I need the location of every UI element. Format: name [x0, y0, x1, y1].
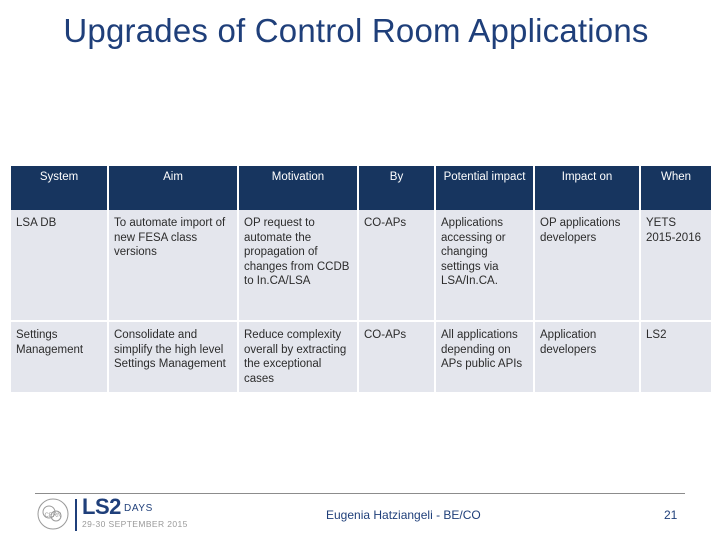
cell-motivation: OP request to automate the propagation of changes from CCDB to In.CA/LSA: [239, 210, 359, 322]
header-potential-impact: Potential impact: [436, 166, 535, 210]
table-header-row: [11, 166, 711, 210]
table-row: [11, 210, 711, 322]
upgrades-table: [11, 166, 711, 394]
footer-divider: [35, 493, 685, 494]
cell-impact-on: Application developers: [535, 322, 641, 394]
cell-impact-on: OP applications developers: [535, 210, 641, 322]
emblem-text: CERN: [44, 513, 62, 519]
table-row: [11, 322, 711, 394]
header-system: System: [11, 166, 109, 210]
logo-separator: [75, 499, 77, 531]
cell-by: CO-APs: [359, 210, 436, 322]
cell-aim: Consolidate and simplify the high level Settings Management: [109, 322, 239, 394]
cell-motivation: Reduce complexity overall by extracting the exceptional cases: [239, 322, 359, 394]
header-aim: Aim: [109, 166, 239, 210]
cell-potential-impact: All applications depending on APs public APIs: [436, 322, 535, 394]
cell-system: LSA DB: [11, 210, 109, 322]
header-by: By: [359, 166, 436, 210]
cell-when: LS2: [641, 322, 711, 394]
cell-when: YETS 2015-2016: [641, 210, 711, 322]
page-number: 21: [664, 508, 678, 522]
cern-emblem-icon: [36, 497, 70, 531]
cell-potential-impact: Applications accessing or changing settings via LSA/In.CA.: [436, 210, 535, 322]
logo-days: DAYS: [124, 503, 153, 514]
logo-ls2: LS2: [82, 494, 121, 519]
header-impact-on: Impact on: [535, 166, 641, 210]
header-when: When: [641, 166, 711, 210]
cell-aim: To automate import of new FESA class versions: [109, 210, 239, 322]
logo-dates: 29-30 SEPTEMBER 2015: [82, 519, 188, 529]
header-motivation: Motivation: [239, 166, 359, 210]
ls2-days-logo: [32, 494, 192, 531]
cell-by: CO-APs: [359, 322, 436, 394]
slide-title: Upgrades of Control Room Applications: [63, 12, 649, 49]
footer-author: Eugenia Hatziangeli - BE/CO: [326, 508, 481, 522]
cell-system: Settings Management: [11, 322, 109, 394]
